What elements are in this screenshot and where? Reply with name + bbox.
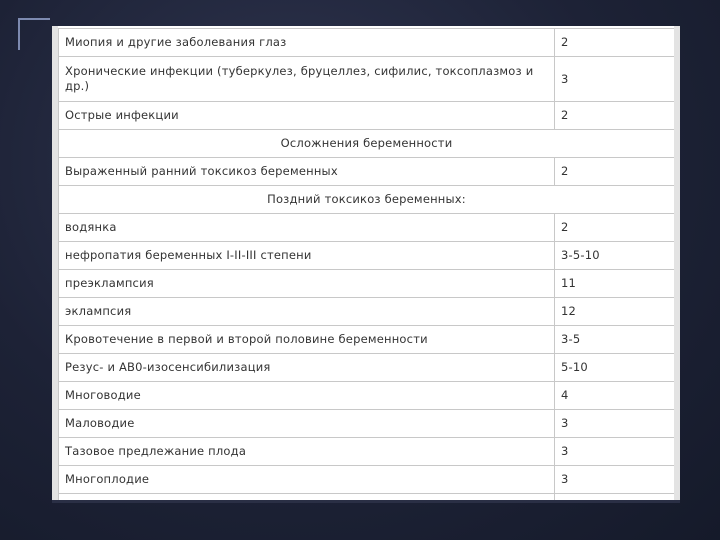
factor-cell: нефропатия беременных I-II-III степени [59, 242, 555, 270]
table-row [59, 158, 675, 186]
risk-factor-table [58, 28, 675, 503]
section-header-row [59, 186, 675, 214]
table-row [59, 466, 675, 494]
table-row [59, 326, 675, 354]
score-cell: 2 [555, 102, 675, 130]
score-cell: 3-5 [555, 326, 675, 354]
factor-cell: Резус- и АВ0-изосенсибилизация [59, 354, 555, 382]
corner-bracket-decoration [18, 18, 50, 50]
partial-table-row [59, 494, 675, 504]
table-row [59, 270, 675, 298]
slide-edge-right [674, 26, 680, 500]
section-header-row [59, 130, 675, 158]
score-cell: 4 [555, 382, 675, 410]
factor-cell: Выраженный ранний токсикоз беременных [59, 158, 555, 186]
score-cell: 11 [555, 270, 675, 298]
slide-card [52, 26, 680, 503]
factor-cell: Многоплодие [59, 466, 555, 494]
table-row [59, 57, 675, 102]
factor-cell: Миопия и другие заболевания глаз [59, 29, 555, 57]
score-cell: 3-5-10 [555, 242, 675, 270]
score-cell: 3 [555, 438, 675, 466]
factor-cell: Многоводие [59, 382, 555, 410]
slide-edge-left [52, 26, 58, 500]
score-cell: 2 [555, 214, 675, 242]
factor-cell: эклампсия [59, 298, 555, 326]
table-row [59, 242, 675, 270]
factor-cell: Тазовое предлежание плода [59, 438, 555, 466]
factor-cell: водянка [59, 214, 555, 242]
factor-cell: Острые инфекции [59, 102, 555, 130]
factor-cell: Хронические инфекции (туберкулез, бруцеллез, сифилис, токсоплазмоз и др.) [59, 57, 555, 102]
table-row [59, 410, 675, 438]
score-cell [555, 494, 675, 504]
factor-cell: Кровотечение в первой и второй половине беременности [59, 326, 555, 354]
risk-factor-table-body [59, 29, 675, 504]
score-cell: 3 [555, 410, 675, 438]
table-row [59, 438, 675, 466]
factor-cell: Маловодие [59, 410, 555, 438]
section-title: Поздний токсикоз беременных: [59, 186, 675, 214]
score-cell: 5-10 [555, 354, 675, 382]
factor-cell [59, 494, 555, 504]
score-cell: 2 [555, 158, 675, 186]
table-row [59, 29, 675, 57]
score-cell: 2 [555, 29, 675, 57]
section-title: Осложнения беременности [59, 130, 675, 158]
table-row [59, 214, 675, 242]
table-row [59, 382, 675, 410]
table-row [59, 298, 675, 326]
table-row [59, 354, 675, 382]
score-cell: 12 [555, 298, 675, 326]
table-row [59, 102, 675, 130]
factor-cell: преэклампсия [59, 270, 555, 298]
score-cell: 3 [555, 57, 675, 102]
score-cell: 3 [555, 466, 675, 494]
